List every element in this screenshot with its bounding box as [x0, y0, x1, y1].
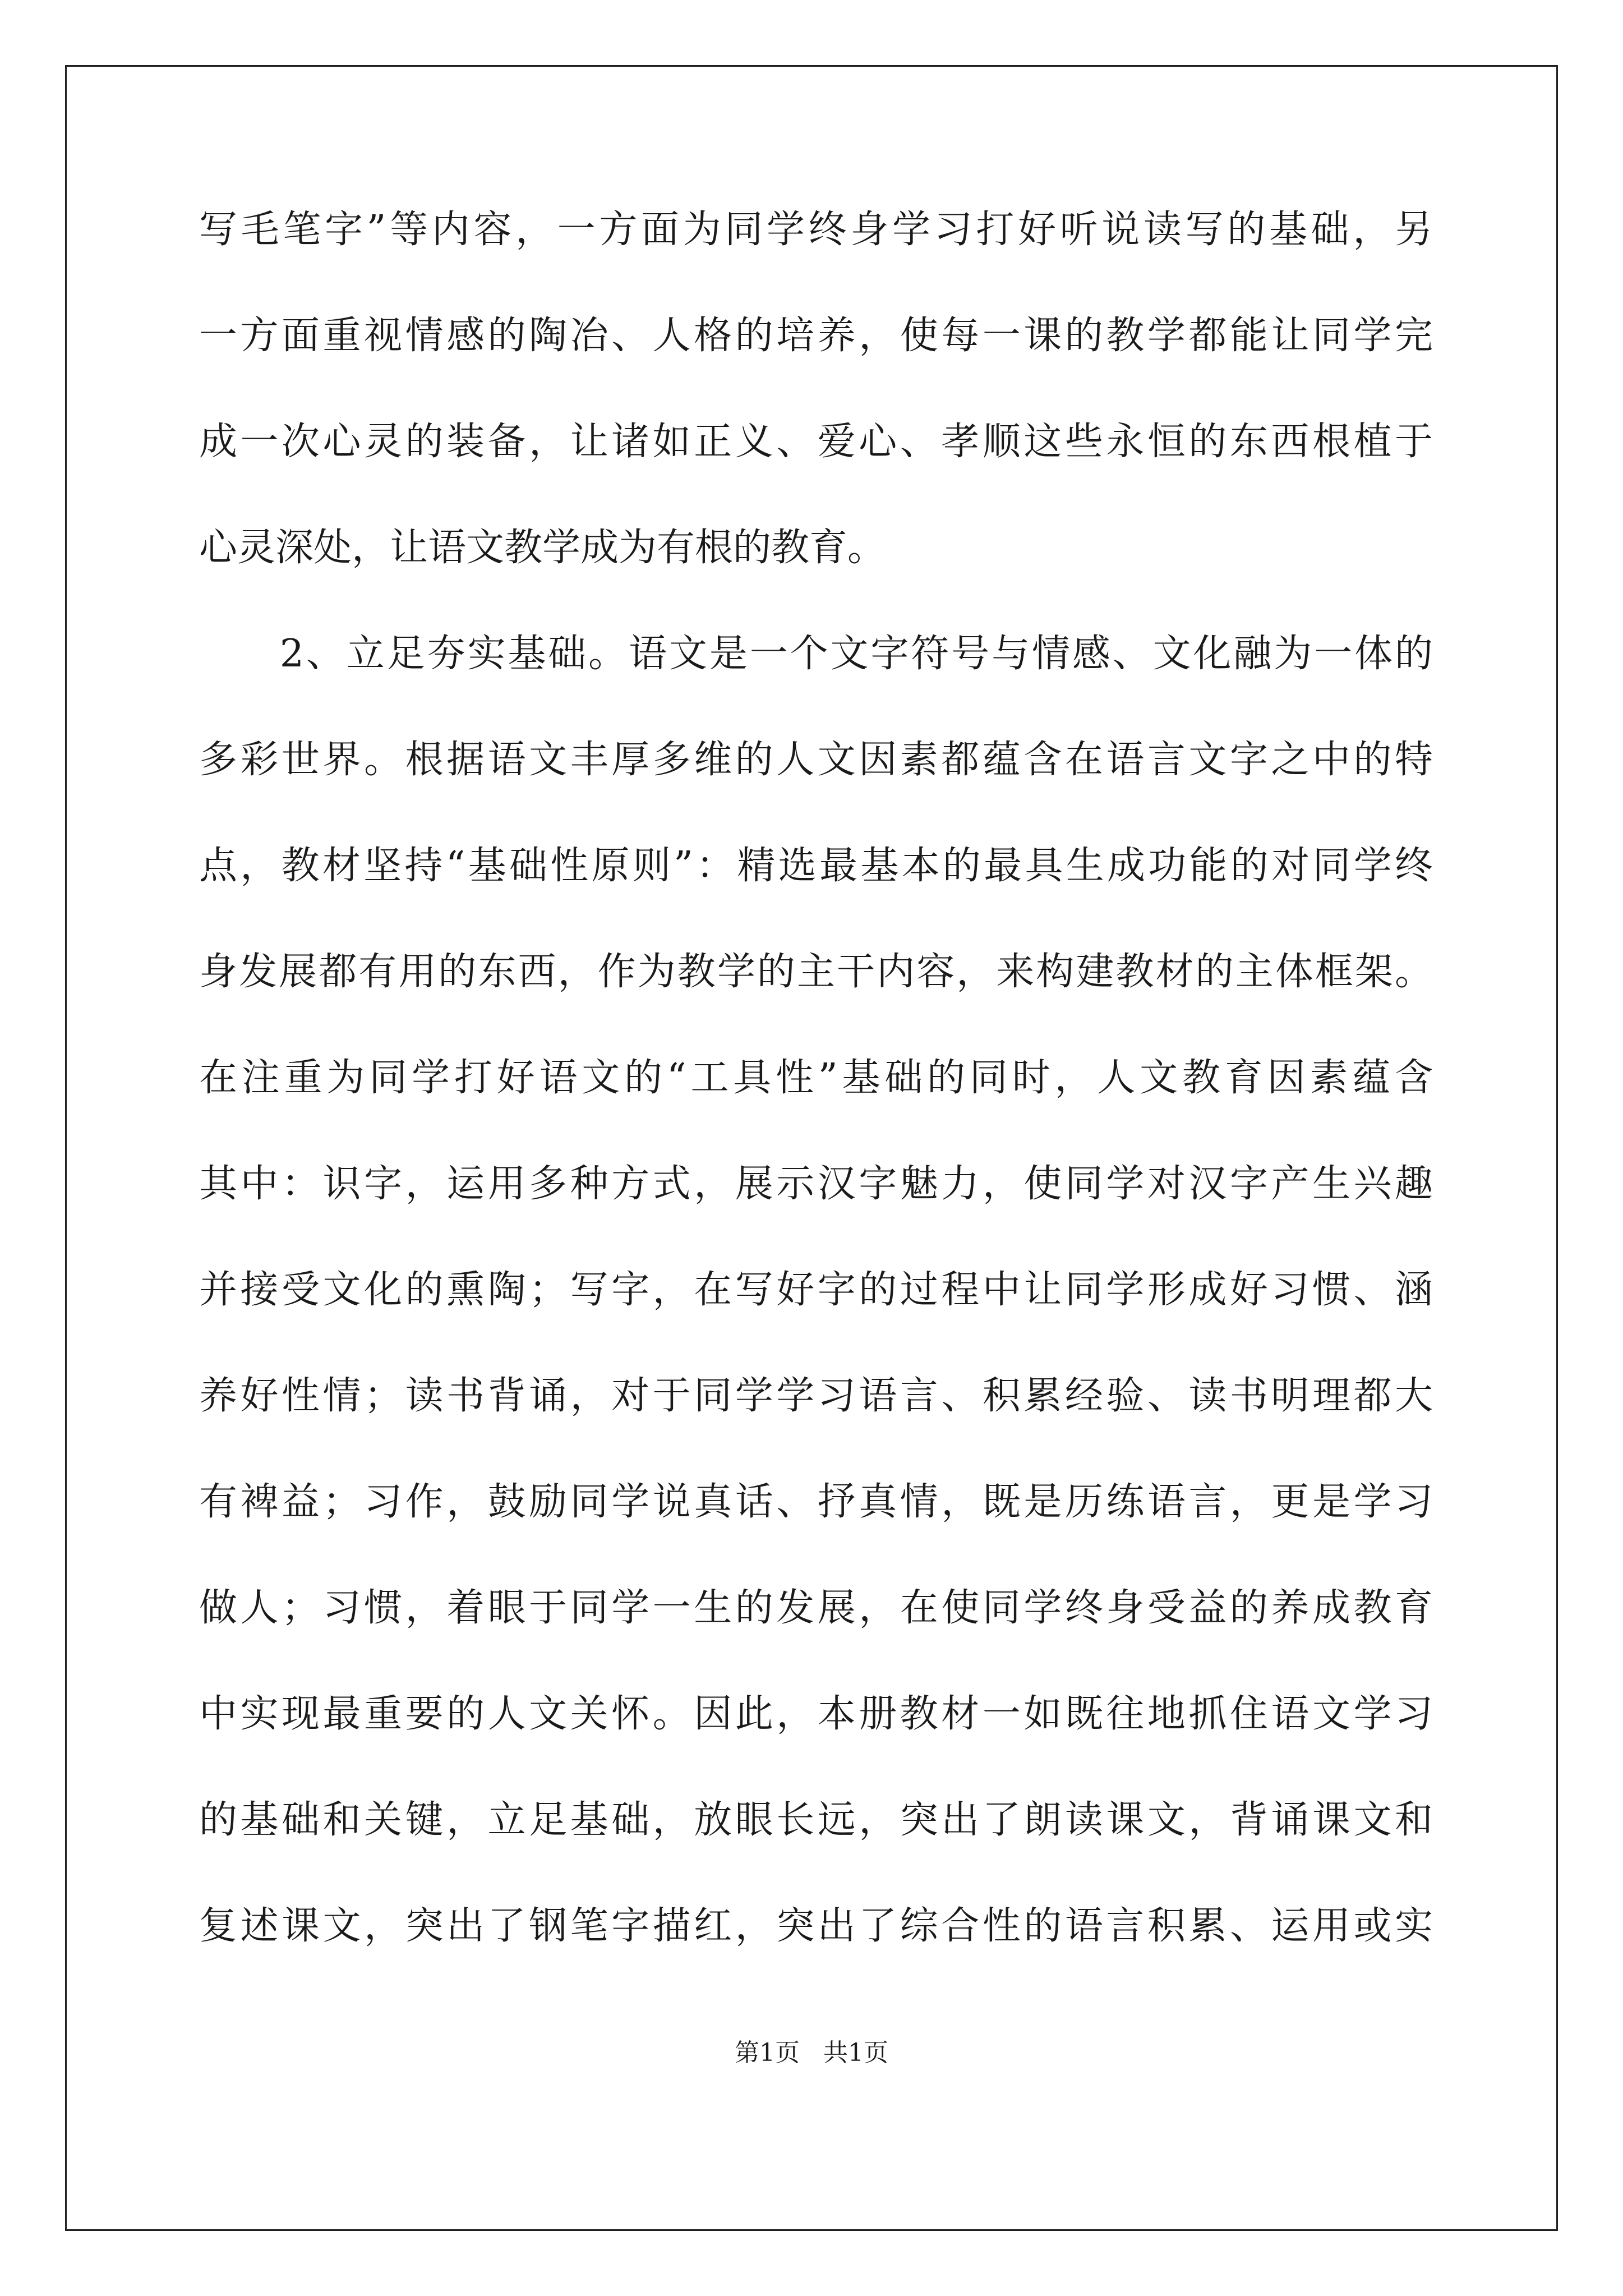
text-line: 写毛笔字”等内容，一方面为同学终身学习打好听说读写的基础，另 — [199, 208, 1433, 252]
text-line: 其中：识字，运用多种方式，展示汉字魅力，使同学对汉字产生兴趣 — [199, 1162, 1433, 1206]
text-line: 一方面重视情感的陶冶、人格的培养，使每一课的教学都能让同学完 — [199, 314, 1433, 358]
text-line: 心灵深处，让语文教学成为有根的教育。 — [199, 526, 886, 570]
text-line: 成一次心灵的装备，让诸如正义、爱心、孝顺这些永恒的东西根植于 — [199, 420, 1433, 464]
text-line: 的基础和关键，立足基础，放眼长远，突出了朗读课文，背诵课文和 — [199, 1798, 1433, 1842]
text-line: 多彩世界。根据语文丰厚多维的人文因素都蕴含在语言文字之中的特 — [199, 738, 1433, 782]
document-body — [199, 202, 1433, 2004]
text-line: 有裨益；习作，鼓励同学说真话、抒真情，既是历练语言，更是学习 — [199, 1480, 1433, 1524]
text-line: 2、立足夯实基础。语文是一个文字符号与情感、文化融为一体的 — [199, 632, 1433, 676]
text-line: 复述课文，突出了钢笔字描红，突出了综合性的语言积累、运用或实 — [199, 1904, 1433, 1948]
text-line: 身发展都有用的东西，作为教学的主干内容，来构建教材的主体框架。 — [199, 950, 1433, 994]
text-line: 做人；习惯，着眼于同学一生的发展，在使同学终身受益的养成教育 — [199, 1586, 1433, 1630]
text-line: 中实现最重要的人文关怀。因此，本册教材一如既往地抓住语文学习 — [199, 1692, 1433, 1736]
text-line: 点，教材坚持“基础性原则”：精选最基本的最具生成功能的对同学终 — [199, 844, 1433, 888]
text-line: 在注重为同学打好语文的“工具性”基础的同时，人文教育因素蕴含 — [199, 1056, 1433, 1100]
text-line: 并接受文化的熏陶；写字，在写好字的过程中让同学形成好习惯、涵 — [199, 1268, 1433, 1312]
text-line: 养好性情；读书背诵，对于同学学习语言、积累经验、读书明理都大 — [199, 1374, 1433, 1418]
page-number-footer: 第1页 共1页 — [735, 2039, 888, 2067]
